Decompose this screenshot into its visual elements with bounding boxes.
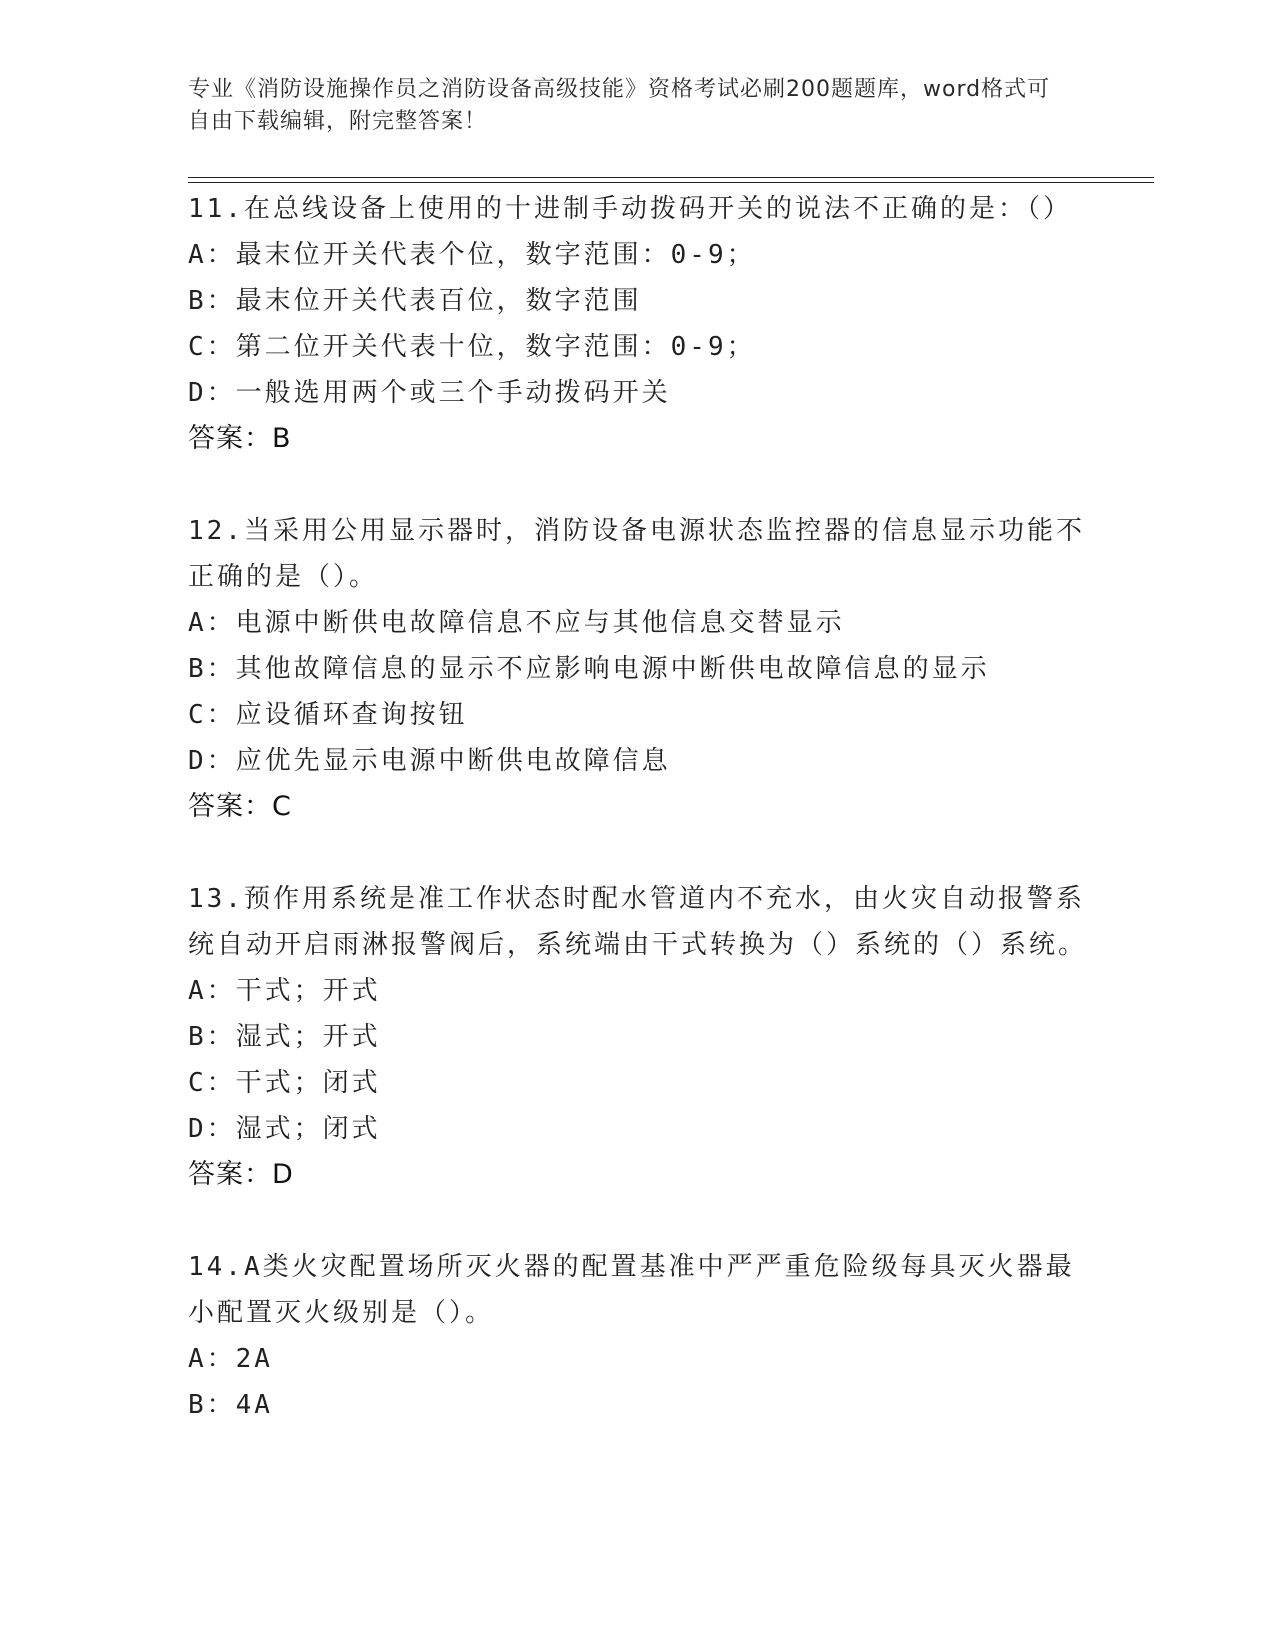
option-c: C：应设循环查询按钮 (188, 700, 468, 730)
option-d: D：湿式；闭式 (188, 1114, 381, 1144)
question-stem: 11.在总线设备上使用的十进制手动拨码开关的说法不正确的是：（） (188, 194, 1072, 224)
option-c: C：干式；闭式 (188, 1068, 381, 1098)
answer-line: 答案：C (188, 791, 292, 822)
question-12 (188, 508, 1088, 830)
option-c: C：第二位开关代表十位，数字范围：0-9； (188, 332, 756, 362)
option-a: A：干式；开式 (188, 976, 381, 1006)
option-b: B：最末位开关代表百位，数字范围 (188, 286, 642, 316)
question-14 (188, 1244, 1088, 1428)
option-a: A：电源中断供电故障信息不应与其他信息交替显示 (188, 608, 845, 638)
question-stem: 14.A类火灾配置场所灭火器的配置基准中严严重危险级每具灭火器最小配置灭火级别是（）。 (188, 1252, 1075, 1328)
option-d: D：应优先显示电源中断供电故障信息 (188, 746, 671, 776)
option-b: B：湿式；开式 (188, 1022, 381, 1052)
option-b: B：4A (188, 1390, 273, 1420)
option-b: B：其他故障信息的显示不应影响电源中断供电故障信息的显示 (188, 654, 990, 684)
question-stem: 12.当采用公用显示器时，消防设备电源状态监控器的信息显示功能不正确的是（）。 (188, 516, 1085, 592)
option-a: A：最末位开关代表个位，数字范围：0-9； (188, 240, 756, 270)
document-header: 专业《消防设施操作员之消防设备高级技能》资格考试必刷200题题库，word格式可自由下载编辑，附完整答案！ (188, 77, 1051, 134)
header-divider-top (188, 177, 1154, 178)
option-a: A：2A (188, 1344, 273, 1374)
question-list (188, 186, 1088, 1428)
question-13 (188, 876, 1088, 1198)
answer-line: 答案：B (188, 423, 292, 454)
header-divider-bottom (188, 182, 1154, 183)
question-11 (188, 186, 1088, 462)
question-stem: 13.预作用系统是准工作状态时配水管道内不充水，由火灾自动报警系统自动开启雨淋报警阀后，系统端由干式转换为（）系统的（）系统。 (188, 884, 1088, 960)
answer-line: 答案：D (188, 1159, 294, 1190)
option-d: D：一般选用两个或三个手动拨码开关 (188, 378, 671, 408)
